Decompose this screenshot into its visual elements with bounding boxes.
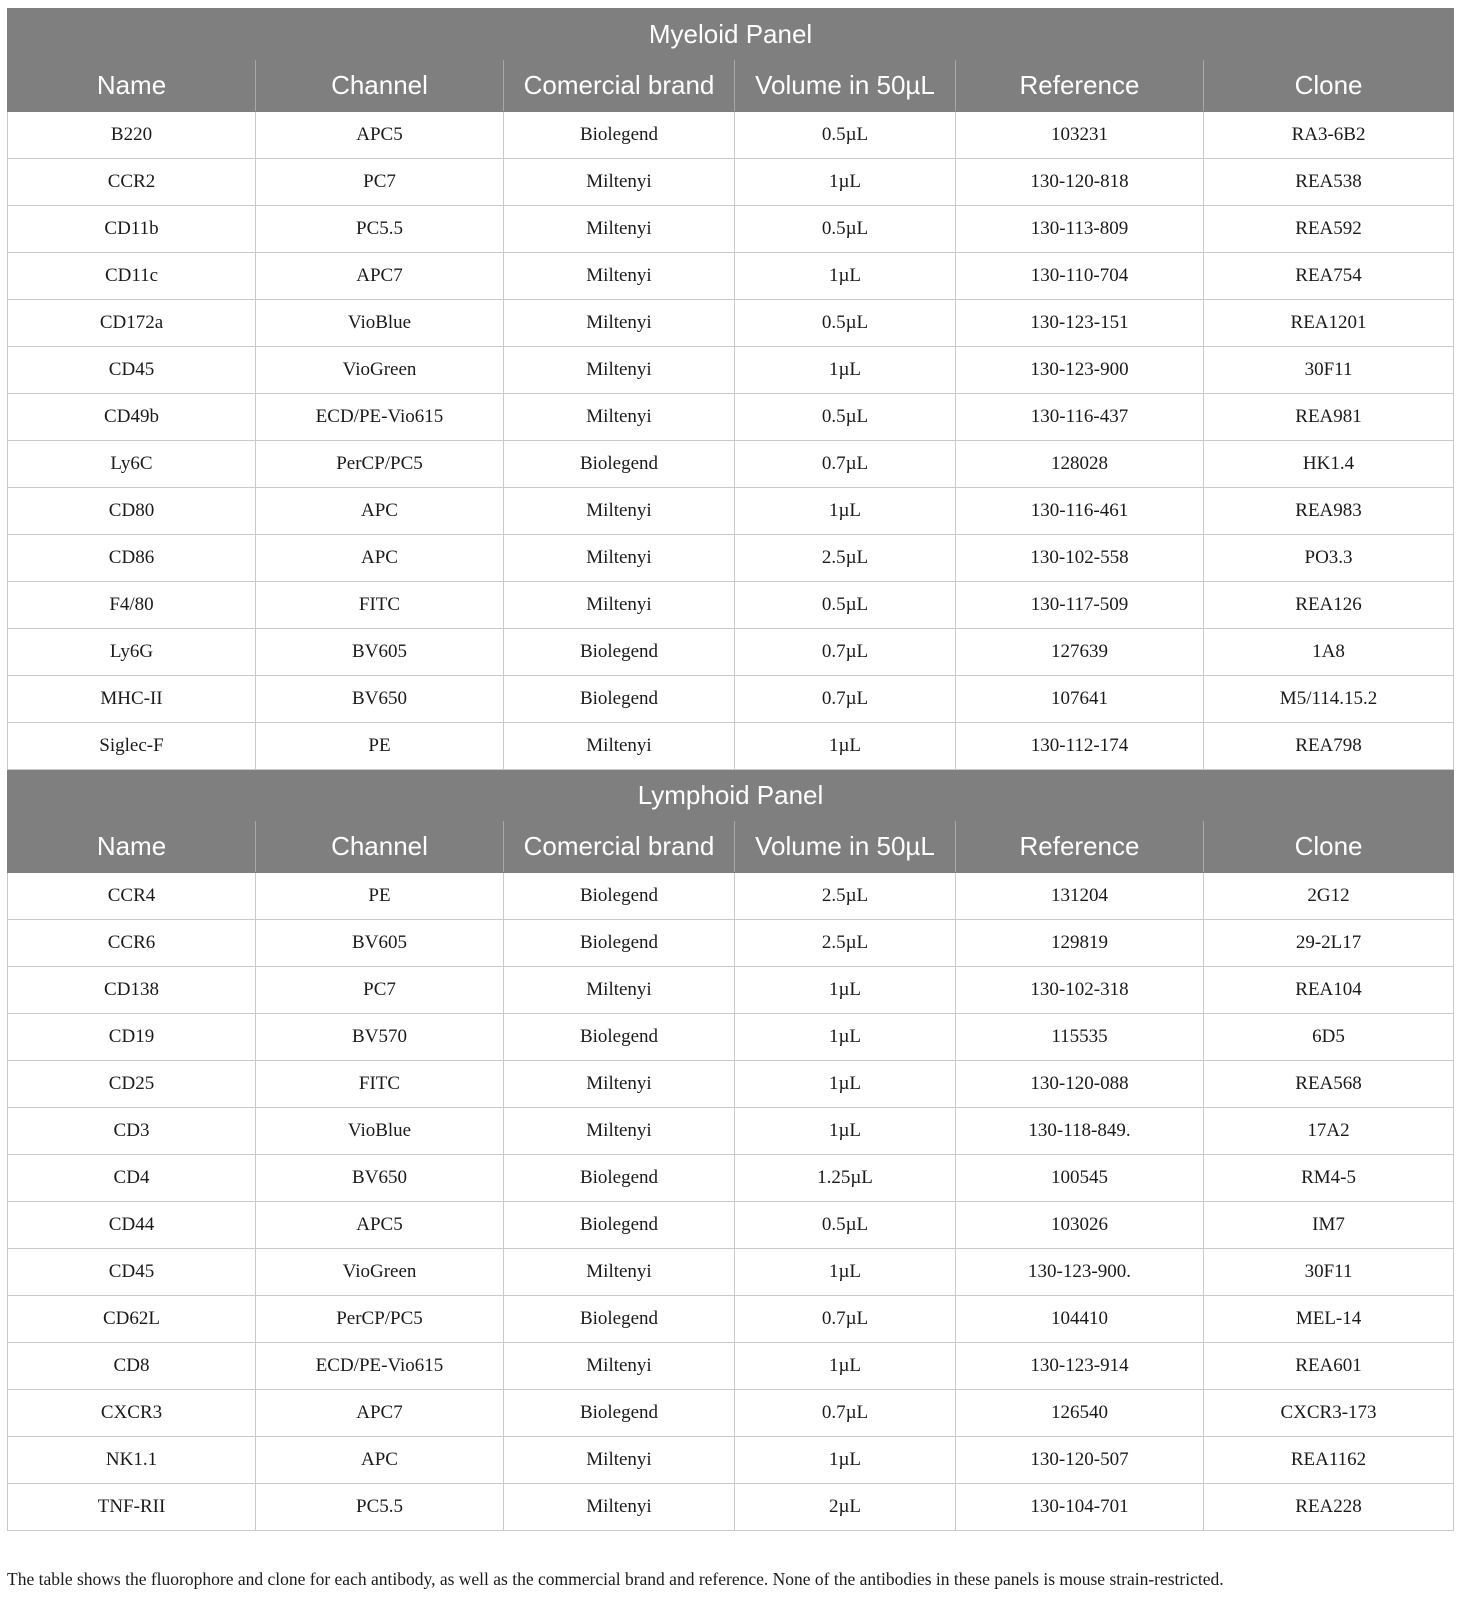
cell-volume: 1.25µL xyxy=(735,1155,956,1202)
cell-volume: 1µL xyxy=(735,1108,956,1155)
cell-name: CD138 xyxy=(8,967,256,1014)
table-row xyxy=(8,1202,1454,1249)
cell-channel: PC7 xyxy=(256,159,504,206)
cell-brand: Biolegend xyxy=(504,1202,735,1249)
cell-reference: 103231 xyxy=(956,112,1204,159)
cell-volume: 1µL xyxy=(735,488,956,535)
cell-brand: Miltenyi xyxy=(504,967,735,1014)
column-header-volume: Volume in 50µL xyxy=(735,821,956,873)
cell-volume: 0.5µL xyxy=(735,394,956,441)
cell-name: Ly6C xyxy=(8,441,256,488)
cell-channel: PC5.5 xyxy=(256,1484,504,1531)
cell-volume: 1µL xyxy=(735,159,956,206)
cell-name: CD11b xyxy=(8,206,256,253)
table-row xyxy=(8,1155,1454,1202)
cell-reference: 130-120-507 xyxy=(956,1437,1204,1484)
cell-brand: Biolegend xyxy=(504,441,735,488)
cell-clone: M5/114.15.2 xyxy=(1204,676,1454,723)
cell-reference: 130-123-900 xyxy=(956,347,1204,394)
table-row xyxy=(8,1108,1454,1155)
cell-volume: 1µL xyxy=(735,253,956,300)
table-row xyxy=(8,873,1454,920)
cell-channel: APC7 xyxy=(256,253,504,300)
cell-clone: REA981 xyxy=(1204,394,1454,441)
cell-volume: 1µL xyxy=(735,1249,956,1296)
cell-brand: Miltenyi xyxy=(504,535,735,582)
cell-clone: REA228 xyxy=(1204,1484,1454,1531)
cell-brand: Miltenyi xyxy=(504,1249,735,1296)
cell-clone: 17A2 xyxy=(1204,1108,1454,1155)
column-header-reference: Reference xyxy=(956,821,1204,873)
cell-clone: RM4-5 xyxy=(1204,1155,1454,1202)
cell-brand: Biolegend xyxy=(504,676,735,723)
cell-channel: BV650 xyxy=(256,1155,504,1202)
cell-name: TNF-RII xyxy=(8,1484,256,1531)
cell-brand: Biolegend xyxy=(504,920,735,967)
cell-channel: APC5 xyxy=(256,1202,504,1249)
cell-brand: Miltenyi xyxy=(504,1484,735,1531)
cell-clone: 6D5 xyxy=(1204,1014,1454,1061)
cell-brand: Miltenyi xyxy=(504,253,735,300)
cell-channel: VioBlue xyxy=(256,1108,504,1155)
table-row xyxy=(8,347,1454,394)
cell-volume: 0.5µL xyxy=(735,300,956,347)
table-row xyxy=(8,582,1454,629)
cell-brand: Miltenyi xyxy=(504,300,735,347)
cell-reference: 130-123-151 xyxy=(956,300,1204,347)
cell-channel: PerCP/PC5 xyxy=(256,1296,504,1343)
cell-channel: APC xyxy=(256,535,504,582)
cell-channel: VioGreen xyxy=(256,347,504,394)
cell-brand: Miltenyi xyxy=(504,206,735,253)
cell-name: CD45 xyxy=(8,347,256,394)
cell-name: CD3 xyxy=(8,1108,256,1155)
cell-name: MHC-II xyxy=(8,676,256,723)
table-row xyxy=(8,629,1454,676)
cell-volume: 0.7µL xyxy=(735,441,956,488)
cell-name: NK1.1 xyxy=(8,1437,256,1484)
cell-name: CCR4 xyxy=(8,873,256,920)
cell-channel: ECD/PE-Vio615 xyxy=(256,394,504,441)
cell-volume: 2.5µL xyxy=(735,873,956,920)
cell-volume: 0.7µL xyxy=(735,1390,956,1437)
cell-clone: REA1201 xyxy=(1204,300,1454,347)
table-row xyxy=(8,394,1454,441)
cell-brand: Miltenyi xyxy=(504,1061,735,1108)
column-header-name: Name xyxy=(8,60,256,112)
cell-name: CD45 xyxy=(8,1249,256,1296)
cell-channel: PE xyxy=(256,873,504,920)
cell-channel: FITC xyxy=(256,1061,504,1108)
cell-name: B220 xyxy=(8,112,256,159)
myeloid-panel-title-row xyxy=(8,9,1454,60)
table-row xyxy=(8,967,1454,1014)
cell-volume: 0.7µL xyxy=(735,1296,956,1343)
cell-name: Ly6G xyxy=(8,629,256,676)
cell-clone: REA1162 xyxy=(1204,1437,1454,1484)
cell-volume: 0.7µL xyxy=(735,676,956,723)
cell-reference: 130-120-088 xyxy=(956,1061,1204,1108)
cell-brand: Miltenyi xyxy=(504,723,735,770)
cell-reference: 128028 xyxy=(956,441,1204,488)
cell-channel: PC5.5 xyxy=(256,206,504,253)
cell-clone: REA126 xyxy=(1204,582,1454,629)
antibody-panels-table xyxy=(7,8,1454,1531)
cell-brand: Miltenyi xyxy=(504,1343,735,1390)
myeloid-panel-title: Myeloid Panel xyxy=(8,9,1454,60)
table-row xyxy=(8,1437,1454,1484)
cell-channel: VioGreen xyxy=(256,1249,504,1296)
cell-channel: APC xyxy=(256,1437,504,1484)
cell-brand: Biolegend xyxy=(504,112,735,159)
cell-name: CD86 xyxy=(8,535,256,582)
cell-clone: REA754 xyxy=(1204,253,1454,300)
lymphoid-panel-title-row xyxy=(8,770,1454,821)
cell-brand: Miltenyi xyxy=(504,1437,735,1484)
table-row xyxy=(8,1390,1454,1437)
column-header-clone: Clone xyxy=(1204,60,1454,112)
cell-brand: Miltenyi xyxy=(504,582,735,629)
table-row xyxy=(8,1296,1454,1343)
cell-reference: 130-116-461 xyxy=(956,488,1204,535)
table-row xyxy=(8,676,1454,723)
column-header-volume: Volume in 50µL xyxy=(735,60,956,112)
cell-volume: 1µL xyxy=(735,1343,956,1390)
cell-reference: 130-117-509 xyxy=(956,582,1204,629)
cell-volume: 1µL xyxy=(735,347,956,394)
cell-channel: BV605 xyxy=(256,629,504,676)
cell-clone: REA592 xyxy=(1204,206,1454,253)
cell-brand: Miltenyi xyxy=(504,347,735,394)
cell-reference: 115535 xyxy=(956,1014,1204,1061)
column-header-channel: Channel xyxy=(256,821,504,873)
cell-name: CD4 xyxy=(8,1155,256,1202)
cell-brand: Biolegend xyxy=(504,873,735,920)
lymphoid-column-header-row xyxy=(8,821,1454,873)
cell-channel: APC5 xyxy=(256,112,504,159)
cell-brand: Biolegend xyxy=(504,1155,735,1202)
cell-name: CD80 xyxy=(8,488,256,535)
cell-clone: PO3.3 xyxy=(1204,535,1454,582)
cell-reference: 131204 xyxy=(956,873,1204,920)
table-caption: The table shows the fluorophore and clone for each antibody, as well as the commercial brand and reference. None of the antibodies in these panels is mouse strain-restricted. xyxy=(7,1569,1224,1589)
cell-clone: REA983 xyxy=(1204,488,1454,535)
cell-volume: 0.5µL xyxy=(735,582,956,629)
table-row xyxy=(8,1061,1454,1108)
cell-volume: 1µL xyxy=(735,967,956,1014)
table-row xyxy=(8,112,1454,159)
table-row xyxy=(8,1014,1454,1061)
cell-reference: 130-104-701 xyxy=(956,1484,1204,1531)
cell-clone: MEL-14 xyxy=(1204,1296,1454,1343)
cell-name: CD19 xyxy=(8,1014,256,1061)
cell-volume: 2.5µL xyxy=(735,535,956,582)
cell-reference: 100545 xyxy=(956,1155,1204,1202)
antibody-table-container xyxy=(7,8,1453,1531)
cell-name: CCR6 xyxy=(8,920,256,967)
cell-clone: HK1.4 xyxy=(1204,441,1454,488)
cell-channel: APC7 xyxy=(256,1390,504,1437)
cell-reference: 129819 xyxy=(956,920,1204,967)
cell-reference: 107641 xyxy=(956,676,1204,723)
cell-name: CD172a xyxy=(8,300,256,347)
column-header-name: Name xyxy=(8,821,256,873)
table-row xyxy=(8,1484,1454,1531)
cell-reference: 103026 xyxy=(956,1202,1204,1249)
cell-clone: 30F11 xyxy=(1204,1249,1454,1296)
column-header-clone: Clone xyxy=(1204,821,1454,873)
cell-channel: PE xyxy=(256,723,504,770)
cell-name: CXCR3 xyxy=(8,1390,256,1437)
cell-clone: 30F11 xyxy=(1204,347,1454,394)
cell-reference: 130-112-174 xyxy=(956,723,1204,770)
table-row xyxy=(8,441,1454,488)
cell-channel: APC xyxy=(256,488,504,535)
cell-brand: Biolegend xyxy=(504,629,735,676)
cell-brand: Biolegend xyxy=(504,1390,735,1437)
table-row xyxy=(8,1249,1454,1296)
cell-reference: 130-123-914 xyxy=(956,1343,1204,1390)
table-row xyxy=(8,206,1454,253)
cell-brand: Miltenyi xyxy=(504,488,735,535)
cell-name: CCR2 xyxy=(8,159,256,206)
cell-clone: REA601 xyxy=(1204,1343,1454,1390)
column-header-reference: Reference xyxy=(956,60,1204,112)
cell-brand: Biolegend xyxy=(504,1296,735,1343)
cell-name: CD49b xyxy=(8,394,256,441)
cell-volume: 2.5µL xyxy=(735,920,956,967)
table-row xyxy=(8,159,1454,206)
cell-volume: 0.5µL xyxy=(735,206,956,253)
cell-name: CD44 xyxy=(8,1202,256,1249)
cell-name: CD8 xyxy=(8,1343,256,1390)
cell-volume: 1µL xyxy=(735,723,956,770)
cell-channel: VioBlue xyxy=(256,300,504,347)
cell-clone: REA798 xyxy=(1204,723,1454,770)
table-row xyxy=(8,723,1454,770)
myeloid-column-header-row xyxy=(8,60,1454,112)
cell-volume: 2µL xyxy=(735,1484,956,1531)
table-row xyxy=(8,300,1454,347)
cell-reference: 130-123-900. xyxy=(956,1249,1204,1296)
cell-volume: 0.5µL xyxy=(735,112,956,159)
cell-brand: Miltenyi xyxy=(504,394,735,441)
cell-name: F4/80 xyxy=(8,582,256,629)
cell-reference: 127639 xyxy=(956,629,1204,676)
cell-reference: 126540 xyxy=(956,1390,1204,1437)
cell-channel: BV650 xyxy=(256,676,504,723)
cell-name: CD25 xyxy=(8,1061,256,1108)
cell-clone: RA3-6B2 xyxy=(1204,112,1454,159)
table-row xyxy=(8,535,1454,582)
cell-reference: 130-116-437 xyxy=(956,394,1204,441)
cell-name: CD11c xyxy=(8,253,256,300)
cell-reference: 130-102-558 xyxy=(956,535,1204,582)
cell-clone: 2G12 xyxy=(1204,873,1454,920)
cell-clone: IM7 xyxy=(1204,1202,1454,1249)
table-body xyxy=(8,9,1454,1531)
cell-reference: 130-113-809 xyxy=(956,206,1204,253)
lymphoid-panel-title: Lymphoid Panel xyxy=(8,770,1454,821)
cell-reference: 130-118-849. xyxy=(956,1108,1204,1155)
column-header-brand: Comercial brand xyxy=(504,821,735,873)
column-header-channel: Channel xyxy=(256,60,504,112)
cell-volume: 0.5µL xyxy=(735,1202,956,1249)
cell-clone: REA568 xyxy=(1204,1061,1454,1108)
cell-channel: BV570 xyxy=(256,1014,504,1061)
cell-volume: 1µL xyxy=(735,1437,956,1484)
cell-clone: CXCR3-173 xyxy=(1204,1390,1454,1437)
cell-name: CD62L xyxy=(8,1296,256,1343)
cell-volume: 1µL xyxy=(735,1061,956,1108)
cell-reference: 104410 xyxy=(956,1296,1204,1343)
cell-channel: FITC xyxy=(256,582,504,629)
cell-volume: 0.7µL xyxy=(735,629,956,676)
cell-channel: BV605 xyxy=(256,920,504,967)
cell-volume: 1µL xyxy=(735,1014,956,1061)
table-row xyxy=(8,1343,1454,1390)
cell-channel: PerCP/PC5 xyxy=(256,441,504,488)
column-header-brand: Comercial brand xyxy=(504,60,735,112)
table-row xyxy=(8,920,1454,967)
cell-reference: 130-102-318 xyxy=(956,967,1204,1014)
table-row xyxy=(8,253,1454,300)
cell-brand: Biolegend xyxy=(504,1014,735,1061)
cell-reference: 130-110-704 xyxy=(956,253,1204,300)
table-row xyxy=(8,488,1454,535)
cell-name: Siglec-F xyxy=(8,723,256,770)
cell-brand: Miltenyi xyxy=(504,1108,735,1155)
cell-clone: REA104 xyxy=(1204,967,1454,1014)
cell-brand: Miltenyi xyxy=(504,159,735,206)
cell-reference: 130-120-818 xyxy=(956,159,1204,206)
cell-clone: REA538 xyxy=(1204,159,1454,206)
cell-channel: ECD/PE-Vio615 xyxy=(256,1343,504,1390)
cell-clone: 1A8 xyxy=(1204,629,1454,676)
cell-channel: PC7 xyxy=(256,967,504,1014)
cell-clone: 29-2L17 xyxy=(1204,920,1454,967)
